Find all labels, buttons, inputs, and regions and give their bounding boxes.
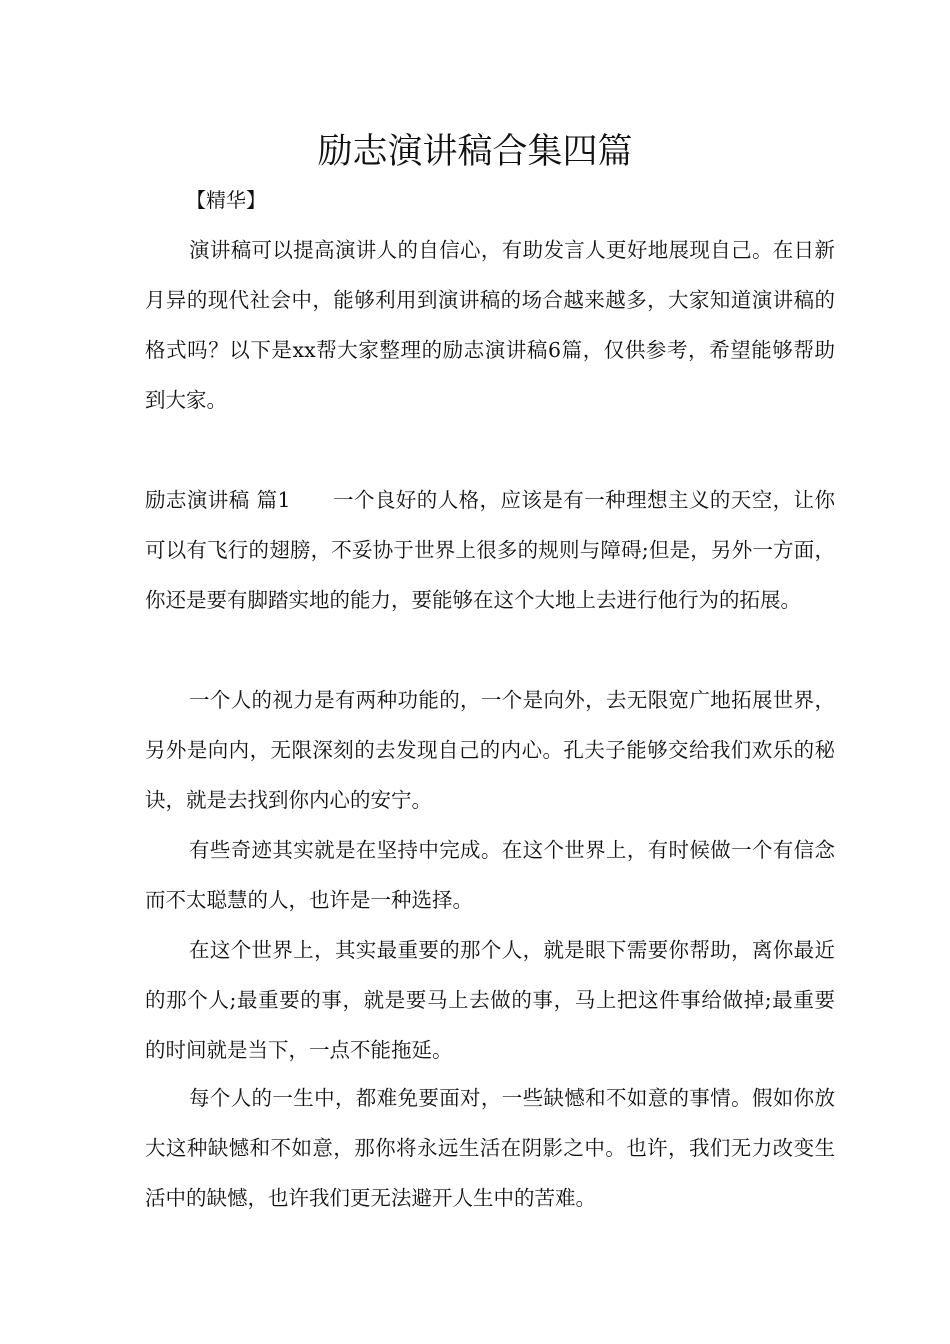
section-1-first-paragraph: 一个良好的人格，应该是有一种理想主义的天空，让你可以有飞行的翅膀，不妥协于世界上很多的规则与障碍;但是，另外一方面，你还是要有脚踏实地的能力，要能够在这个大地上去进行他行为的拓展。 bbox=[145, 488, 835, 612]
document-tag: 【精华】 bbox=[186, 188, 266, 212]
intro-paragraph: 演讲稿可以提高演讲人的自信心，有助发言人更好地展现自己。在日新月异的现代社会中，能够利用到演讲稿的场合越来越多，大家知道演讲稿的格式吗？以下是xx帮大家整理的励志演讲稿6篇，仅供参考，希望能够帮助到大家。 bbox=[145, 238, 835, 412]
section-1-heading: 励志演讲稿 篇1 bbox=[145, 488, 291, 512]
body-paragraph: 在这个世界上，其实最重要的那个人，就是眼下需要你帮助，离你最近的那个人;最重要的事，就是要马上去做的事，马上把这件事给做掉;最重要的时间就是当下，一点不能拖延。 bbox=[145, 938, 835, 1062]
document-title: 励志演讲稿合集四篇 bbox=[317, 132, 633, 172]
body-paragraph: 有些奇迹其实就是在坚持中完成。在这个世界上，有时候做一个有信念而不太聪慧的人，也许是一种选择。 bbox=[145, 838, 835, 912]
body-paragraph: 一个人的视力是有两种功能的，一个是向外，去无限宽广地拓展世界，另外是向内，无限深刻的去发现自己的内心。孔夫子能够交给我们欢乐的秘诀，就是去找到你内心的安宁。 bbox=[145, 688, 835, 812]
section-1-paragraph bbox=[145, 475, 835, 625]
body-paragraph: 每个人的一生中，都难免要面对，一些缺憾和不如意的事情。假如你放大这种缺憾和不如意，那你将永远生活在阴影之中。也许，我们无力改变生活中的缺憾，也许我们更无法避开人生中的苦难。 bbox=[145, 1086, 835, 1210]
